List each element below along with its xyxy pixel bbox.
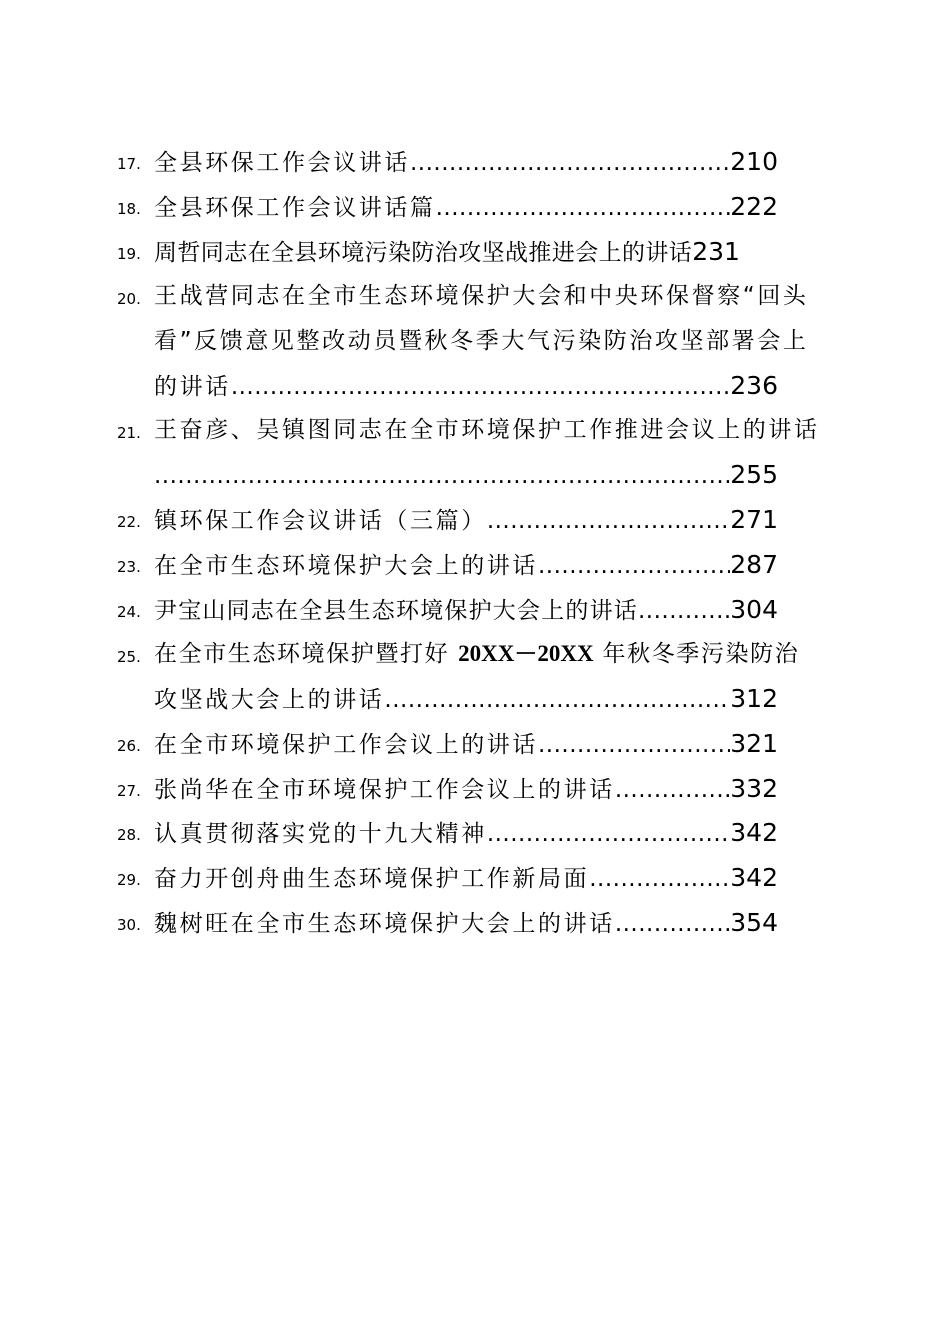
leader-dots bbox=[589, 864, 730, 894]
entry-title: 认真贯彻落实党的十九大精神 bbox=[154, 821, 487, 847]
entry-title: 在全市生态环境保护大会上的讲话 bbox=[154, 553, 538, 579]
entry-number: 27. bbox=[117, 782, 141, 800]
page-number: 210 bbox=[730, 147, 778, 176]
entry-title: 奋力开创舟曲生态环境保护工作新局面 bbox=[154, 866, 590, 892]
toc-entry[interactable] bbox=[154, 595, 778, 626]
leader-dots bbox=[538, 551, 730, 581]
leader-dots bbox=[384, 685, 730, 715]
entry-number: 23. bbox=[117, 558, 141, 576]
entry-title: 在全市环境保护工作会议上的讲话 bbox=[154, 732, 538, 758]
toc-entry[interactable] bbox=[154, 684, 778, 715]
page-number: 222 bbox=[730, 192, 778, 221]
page-number: 354 bbox=[730, 908, 778, 937]
entry-number: 21. bbox=[117, 424, 141, 442]
entry-title-line[interactable] bbox=[154, 639, 822, 669]
entry-title-line[interactable]: 王战营同志在全市生态环境保护大会和中央环保督察“回头 bbox=[154, 283, 809, 309]
page-number: 271 bbox=[730, 505, 778, 534]
toc-entry[interactable] bbox=[154, 371, 778, 402]
page-number: 304 bbox=[730, 595, 778, 624]
entry-title-part: 年秋冬季污染防治 bbox=[602, 641, 800, 667]
toc-entry[interactable] bbox=[154, 729, 778, 760]
entry-title-line[interactable]: 王奋彦、吴镇图同志在全市环境保护工作推进会议上的讲话 bbox=[154, 417, 820, 443]
entry-number: 19. bbox=[117, 245, 141, 263]
page-number: 342 bbox=[730, 818, 778, 847]
entry-number: 24. bbox=[117, 603, 141, 621]
entry-number: 20. bbox=[117, 290, 141, 308]
toc-entry[interactable] bbox=[154, 550, 778, 581]
toc-entry[interactable] bbox=[154, 818, 778, 849]
entry-number: 26. bbox=[117, 737, 141, 755]
entry-title-year: 20XX－20XX bbox=[458, 641, 594, 666]
toc-entry[interactable] bbox=[154, 908, 778, 939]
entry-number: 18. bbox=[117, 200, 141, 218]
toc-entry[interactable] bbox=[154, 774, 778, 805]
page-number: 236 bbox=[730, 371, 778, 400]
leader-dots bbox=[487, 819, 730, 849]
leader-dots bbox=[410, 148, 730, 178]
toc-entry[interactable] bbox=[154, 147, 778, 178]
leader-dots bbox=[638, 596, 730, 626]
entry-title: 尹宝山同志在全县生态环境保护大会上的讲话 bbox=[154, 598, 638, 624]
leader-dots bbox=[615, 775, 730, 805]
toc-entry[interactable] bbox=[154, 192, 778, 223]
leader-dots bbox=[487, 506, 730, 536]
leader-dots bbox=[615, 909, 730, 939]
entry-title: 镇环保工作会议讲话（三篇） bbox=[154, 508, 487, 534]
leader-dots bbox=[436, 193, 731, 223]
entry-title: 全县环保工作会议讲话篇 bbox=[154, 195, 436, 221]
toc-entry[interactable] bbox=[154, 237, 778, 268]
leader-dots bbox=[538, 730, 730, 760]
page-number: 342 bbox=[730, 863, 778, 892]
entry-number: 29. bbox=[117, 871, 141, 889]
entry-title-part: 在全市生态环境保护暨打好 bbox=[154, 641, 450, 667]
entry-title: 全县环保工作会议讲话 bbox=[154, 150, 410, 176]
page-number: 255 bbox=[730, 460, 778, 489]
page-number: 321 bbox=[730, 729, 778, 758]
entry-number: 30. bbox=[117, 916, 141, 934]
entry-number: 22. bbox=[117, 513, 141, 531]
toc-entry[interactable] bbox=[154, 863, 778, 894]
entry-title: 张尚华在全市环境保护工作会议上的讲话 bbox=[154, 777, 615, 803]
entry-number: 17. bbox=[117, 155, 141, 173]
entry-number: 25. bbox=[117, 648, 141, 666]
page-number: 287 bbox=[730, 550, 778, 579]
entry-title-line[interactable]: 看”反馈意见整改动员暨秋冬季大气污染防治攻坚部署会上 bbox=[154, 328, 809, 354]
entry-title: 魏树旺在全市生态环境保护大会上的讲话 bbox=[154, 911, 615, 937]
leader-dots bbox=[231, 372, 730, 402]
page-number: 231 bbox=[692, 237, 740, 266]
entry-title: 攻坚战大会上的讲话 bbox=[154, 687, 385, 713]
toc-entry[interactable] bbox=[154, 460, 778, 491]
toc-entry[interactable] bbox=[154, 505, 778, 536]
leader-dots bbox=[154, 461, 730, 491]
entry-title: 周哲同志在全县环境污染防治攻坚战推进会上的讲话 bbox=[154, 240, 693, 266]
entry-title: 的讲话 bbox=[154, 374, 231, 400]
page-number: 312 bbox=[730, 684, 778, 713]
page-number: 332 bbox=[730, 774, 778, 803]
entry-number: 28. bbox=[117, 826, 141, 844]
